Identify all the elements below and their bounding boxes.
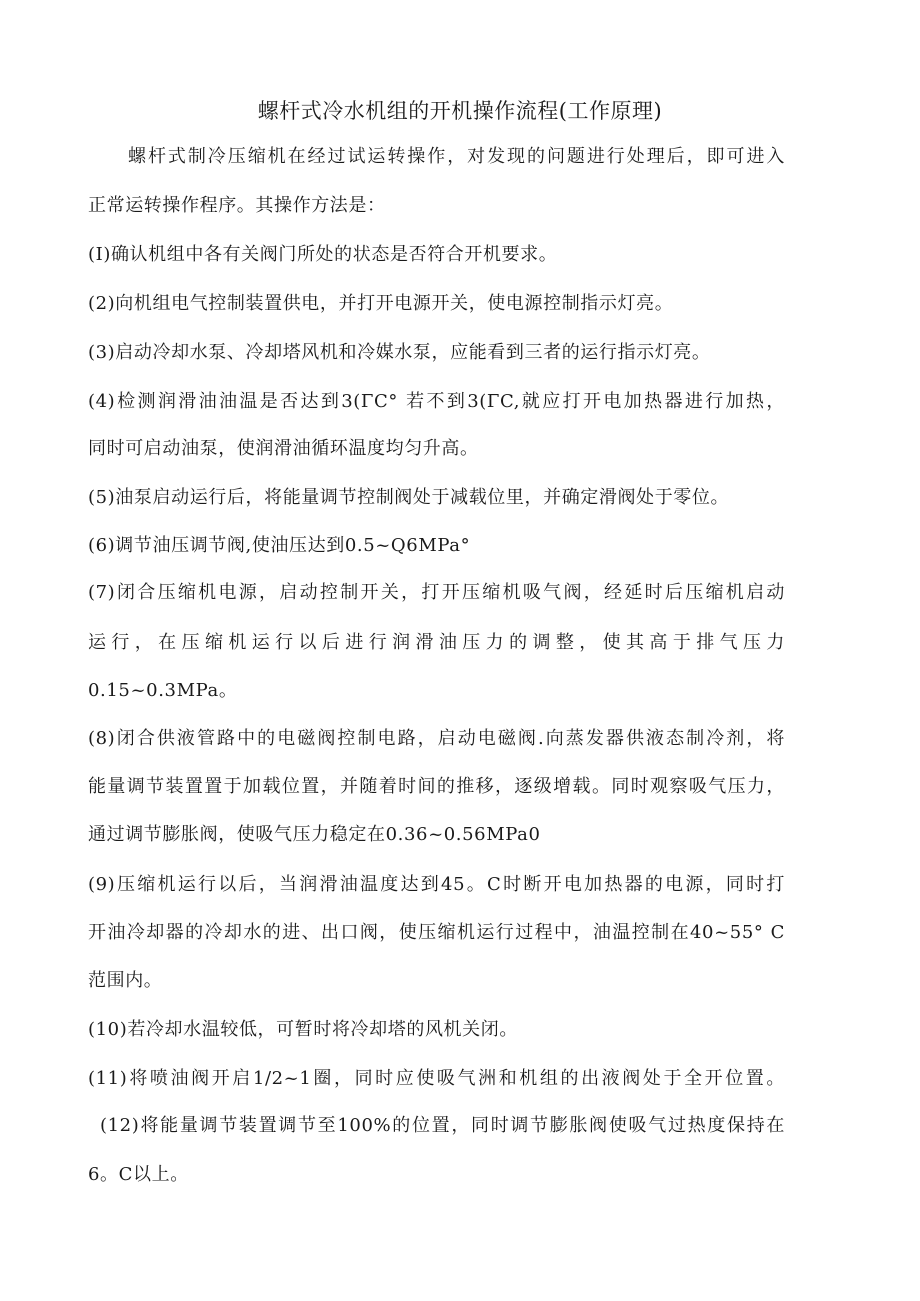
document-title: 螺杆式冷水机组的开机操作流程(工作原理): [257, 99, 663, 123]
paragraph-line: (6)调节油压调节阀,使油压达到0.5~Q6MPa°: [88, 535, 471, 556]
paragraph-line: 能量调节装置置于加载位置，并随着时间的推移，逐级增载。同时观察吸气压力，: [88, 776, 785, 797]
paragraph-line: (12)将能量调节装置调节至100%的位置，同时调节膨胀阀使吸气过热度保持在: [100, 1115, 785, 1136]
paragraph-line: (I)确认机组中各有关阀门所处的状态是否符合开机要求。: [88, 244, 558, 265]
paragraph-line: (2)向机组电气控制装置供电，并打开电源开关，使电源控制指示灯亮。: [88, 293, 674, 314]
paragraph-line: (4)检测润滑油油温是否达到3(ΓC° 若不到3(ΓC,就应打开电加热器进行加热，: [88, 391, 785, 412]
paragraph-line: (5)油泵启动运行后，将能量调节控制阀处于减载位里，并确定滑阀处于零位。: [88, 487, 730, 508]
paragraph-line: 范围内。: [88, 970, 163, 991]
paragraph-line: 同时可启动油泵，使润滑油循环温度均匀升高。: [88, 438, 479, 459]
paragraph-line: 通过调节膨胀阀，使吸气压力稳定在0.36~0.56MPa0: [88, 824, 541, 845]
paragraph-line: (3)启动冷却水泵、冷却塔风机和冷媒水泵，应能看到三者的运行指示灯亮。: [88, 342, 711, 363]
paragraph-line: (11)将喷油阀开启1/2~1圈，同时应使吸气洲和机组的出液阀处于全开位置。: [88, 1068, 785, 1089]
paragraph-line: (8)闭合供液管路中的电磁阀控制电路，启动电磁阀.向蒸发器供液态制冷剂，将: [88, 728, 785, 749]
paragraph-line: 正常运转操作程序。其操作方法是：: [88, 195, 386, 216]
paragraph-line: (9)压缩机运行以后，当润滑油温度达到45。C时断开电加热器的电源，同时打: [88, 874, 785, 895]
paragraph-line: 开油冷却器的冷却水的进、出口阀，使压缩机运行过程中，油温控制在40~55° C: [88, 922, 785, 943]
paragraph-line: 0.15~0.3MPa。: [88, 680, 238, 701]
paragraph-line: (10)若冷却水温较低，可暂时将冷却塔的风机关闭。: [88, 1019, 518, 1040]
paragraph-line: 运行，在压缩机运行以后进行润滑油压力的调整，使其高于排气压力: [88, 632, 785, 653]
paragraph-line: 6。C以上。: [88, 1164, 189, 1185]
paragraph-line: (7)闭合压缩机电源，启动控制开关，打开压缩机吸气阀，经延时后压缩机启动: [88, 582, 785, 603]
paragraph-line: 螺杆式制冷压缩机在经过试运转操作，对发现的问题进行处理后，即可进入: [128, 146, 785, 167]
